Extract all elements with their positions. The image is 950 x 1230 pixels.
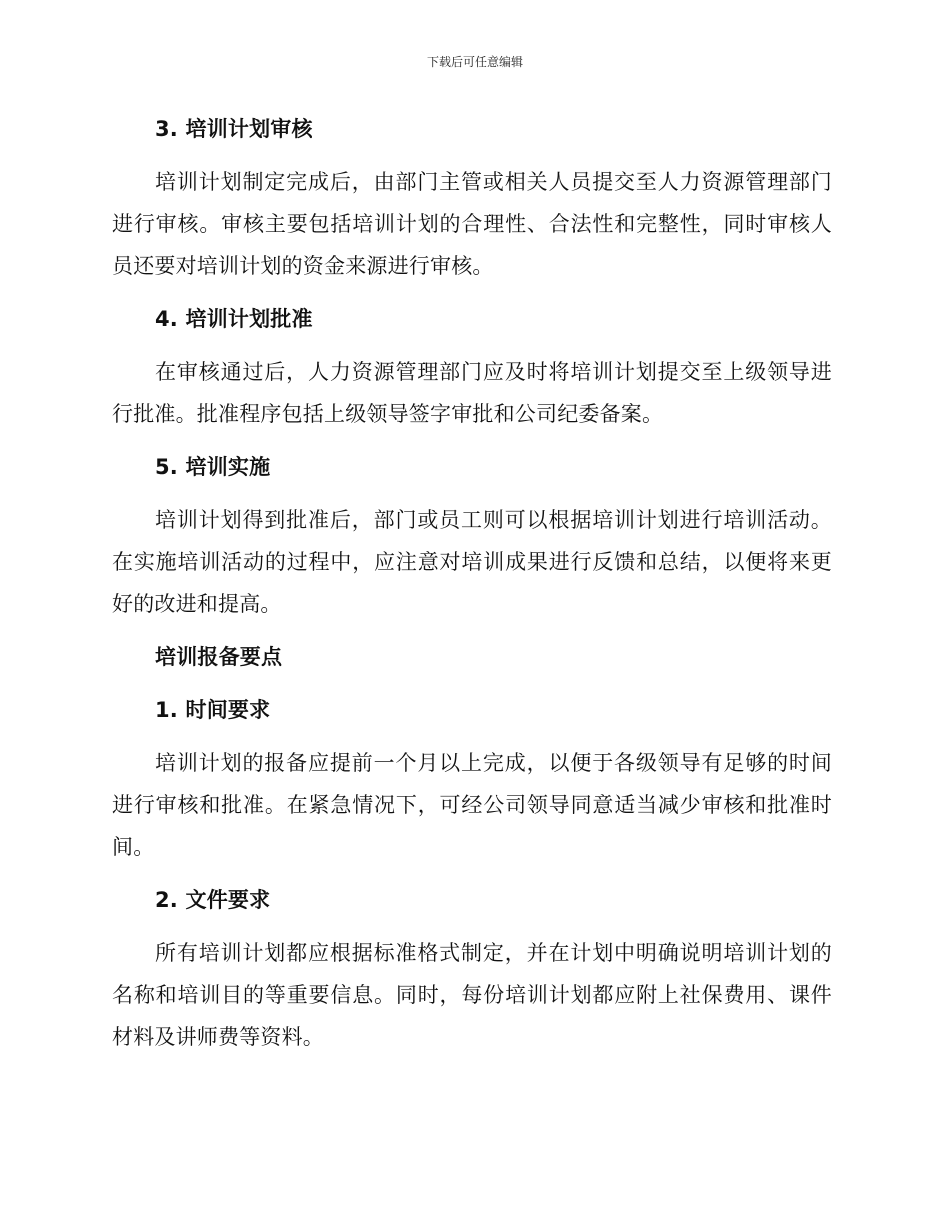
- download-note: 下载后可任意编辑: [426, 55, 523, 69]
- document-content: [112, 108, 832, 1058]
- heading-3-training-plan-review: 3. 培训计划审核: [155, 117, 313, 141]
- paragraph-training-implementation: 培训计划得到批准后，部门或员工则可以根据培训计划进行培训活动。在实施培训活动的过程中，应注意对培训成果进行反馈和总结，以便将来更好的改进和提高。: [112, 508, 832, 616]
- heading-5-training-implementation: 5. 培训实施: [155, 455, 271, 479]
- paragraph-document-requirements: 所有培训计划都应根据标准格式制定，并在计划中明确说明培训计划的名称和培训目的等重要信息。同时，每份培训计划都应附上社保费用、课件材料及讲师费等资料。: [112, 941, 832, 1049]
- heading-2-document-requirements: 2. 文件要求: [155, 888, 271, 912]
- paragraph-time-requirements: 培训计划的报备应提前一个月以上完成，以便于各级领导有足够的时间进行审核和批准。在紧急情况下，可经公司领导同意适当减少审核和批准时间。: [112, 751, 832, 859]
- heading-training-filing-points: 培训报备要点: [155, 645, 283, 669]
- heading-1-time-requirements: 1. 时间要求: [155, 698, 271, 722]
- paragraph-training-plan-approval: 在审核通过后，人力资源管理部门应及时将培训计划提交至上级领导进行批准。批准程序包括上级领导签字审批和公司纪委备案。: [112, 360, 832, 426]
- paragraph-training-plan-review: 培训计划制定完成后，由部门主管或相关人员提交至人力资源管理部门进行审核。审核主要包括培训计划的合理性、合法性和完整性，同时审核人员还要对培训计划的资金来源进行审核。: [112, 170, 832, 278]
- heading-4-training-plan-approval: 4. 培训计划批准: [155, 307, 313, 331]
